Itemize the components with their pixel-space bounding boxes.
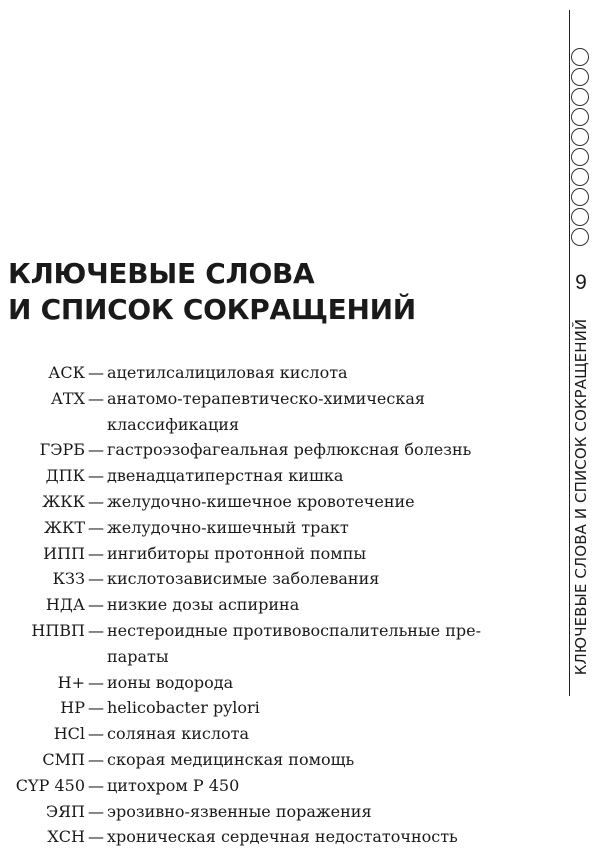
circle-icon xyxy=(571,208,589,226)
circle-icon xyxy=(571,168,589,186)
list-item xyxy=(0,489,560,515)
dash: — xyxy=(88,672,104,692)
dash: — xyxy=(88,517,104,537)
dash: — xyxy=(88,466,104,486)
definition: цитохром P 450 xyxy=(107,775,240,795)
list-item xyxy=(0,566,560,592)
page-number: 9 xyxy=(575,271,587,294)
definition: ионы водорода xyxy=(107,672,234,692)
circle-icon xyxy=(571,108,589,126)
definition: гастроэзофагеальная рефлюксная болезнь xyxy=(107,440,472,460)
circle-icon xyxy=(571,48,589,66)
page-title-line-2: И СПИСОК СОКРАЩЕНИЙ xyxy=(8,293,416,326)
list-item xyxy=(0,515,560,541)
dash: — xyxy=(88,363,104,382)
definition: кислотозависимые заболевания xyxy=(107,569,380,589)
circle-icon xyxy=(571,188,589,206)
abbreviation: ГЭРБ xyxy=(39,440,85,460)
decorative-circles xyxy=(571,48,591,246)
list-item xyxy=(0,747,560,773)
dash: — xyxy=(88,491,104,511)
list-item xyxy=(0,799,560,825)
dash: — xyxy=(88,775,104,795)
abbreviation: ЭЯП xyxy=(45,801,85,821)
dash: — xyxy=(88,620,104,640)
definition: ацетилсалициловая кислота xyxy=(107,363,348,382)
list-item xyxy=(0,386,560,438)
list-item xyxy=(0,618,560,670)
list-item xyxy=(0,592,560,618)
definition: скорая медицинская помощь xyxy=(107,749,355,769)
list-item xyxy=(0,670,560,696)
dash: — xyxy=(88,698,104,718)
circle-icon xyxy=(571,128,589,146)
abbreviation: НПВП xyxy=(31,620,85,640)
abbreviation: АТХ xyxy=(50,388,85,408)
abbreviation: АСК xyxy=(48,363,85,382)
abbreviation: ДПК xyxy=(45,466,85,486)
page-title xyxy=(8,256,416,328)
list-item xyxy=(0,541,560,567)
circle-icon xyxy=(571,148,589,166)
dash: — xyxy=(88,801,104,821)
dash: — xyxy=(88,569,104,589)
page-title-line-1: КЛЮЧЕВЫЕ СЛОВА xyxy=(8,257,315,290)
abbreviation: ХСН xyxy=(47,827,85,847)
dash: — xyxy=(88,827,104,847)
dash: — xyxy=(88,595,104,615)
definition: хроническая сердечная недостаточность xyxy=(107,827,458,847)
list-item xyxy=(0,824,560,850)
dash: — xyxy=(88,440,104,460)
abbreviation-list xyxy=(0,360,560,850)
margin-rule xyxy=(569,10,570,696)
abbreviation: H+ xyxy=(57,672,85,692)
definition: helicobacter pylori xyxy=(107,698,260,718)
list-item xyxy=(0,695,560,721)
abbreviation: ЖКК xyxy=(42,491,85,511)
definition: низкие дозы аспирина xyxy=(107,595,300,615)
definition: ингибиторы протонной помпы xyxy=(107,543,367,563)
abbreviation: СМП xyxy=(42,749,85,769)
circle-icon xyxy=(571,228,589,246)
definition: желудочно-кишечный тракт xyxy=(107,517,349,537)
abbreviation: КЗЗ xyxy=(52,569,85,589)
definition: анатомо-терапевтическо-химическая классификация xyxy=(107,388,425,434)
abbreviation: HP xyxy=(60,698,85,718)
definition: эрозивно-язвенные поражения xyxy=(107,801,372,821)
list-item xyxy=(0,721,560,747)
definition: нестероидные противовоспалительные пре-паpаты xyxy=(107,620,482,666)
dash: — xyxy=(88,543,104,563)
abbreviation: HCl xyxy=(53,724,85,744)
dash: — xyxy=(88,749,104,769)
list-item xyxy=(0,437,560,463)
definition: двенадцатиперстная кишка xyxy=(107,466,344,486)
list-item xyxy=(0,463,560,489)
list-item xyxy=(0,773,560,799)
list-item xyxy=(0,360,560,386)
abbreviation: CYP 450 xyxy=(15,775,85,795)
abbreviation: ЖКТ xyxy=(43,517,85,537)
dash: — xyxy=(88,724,104,744)
running-header: КЛЮЧЕВЫЕ СЛОВА И СПИСОК СОКРАЩЕНИЙ xyxy=(572,318,590,676)
definition: желудочно-кишечное кровотечение xyxy=(107,491,415,511)
abbreviation: ИПП xyxy=(43,543,85,563)
dash: — xyxy=(88,388,104,408)
definition: соляная кислота xyxy=(107,724,250,744)
abbreviation: НДА xyxy=(45,595,85,615)
circle-icon xyxy=(571,88,589,106)
circle-icon xyxy=(571,68,589,86)
